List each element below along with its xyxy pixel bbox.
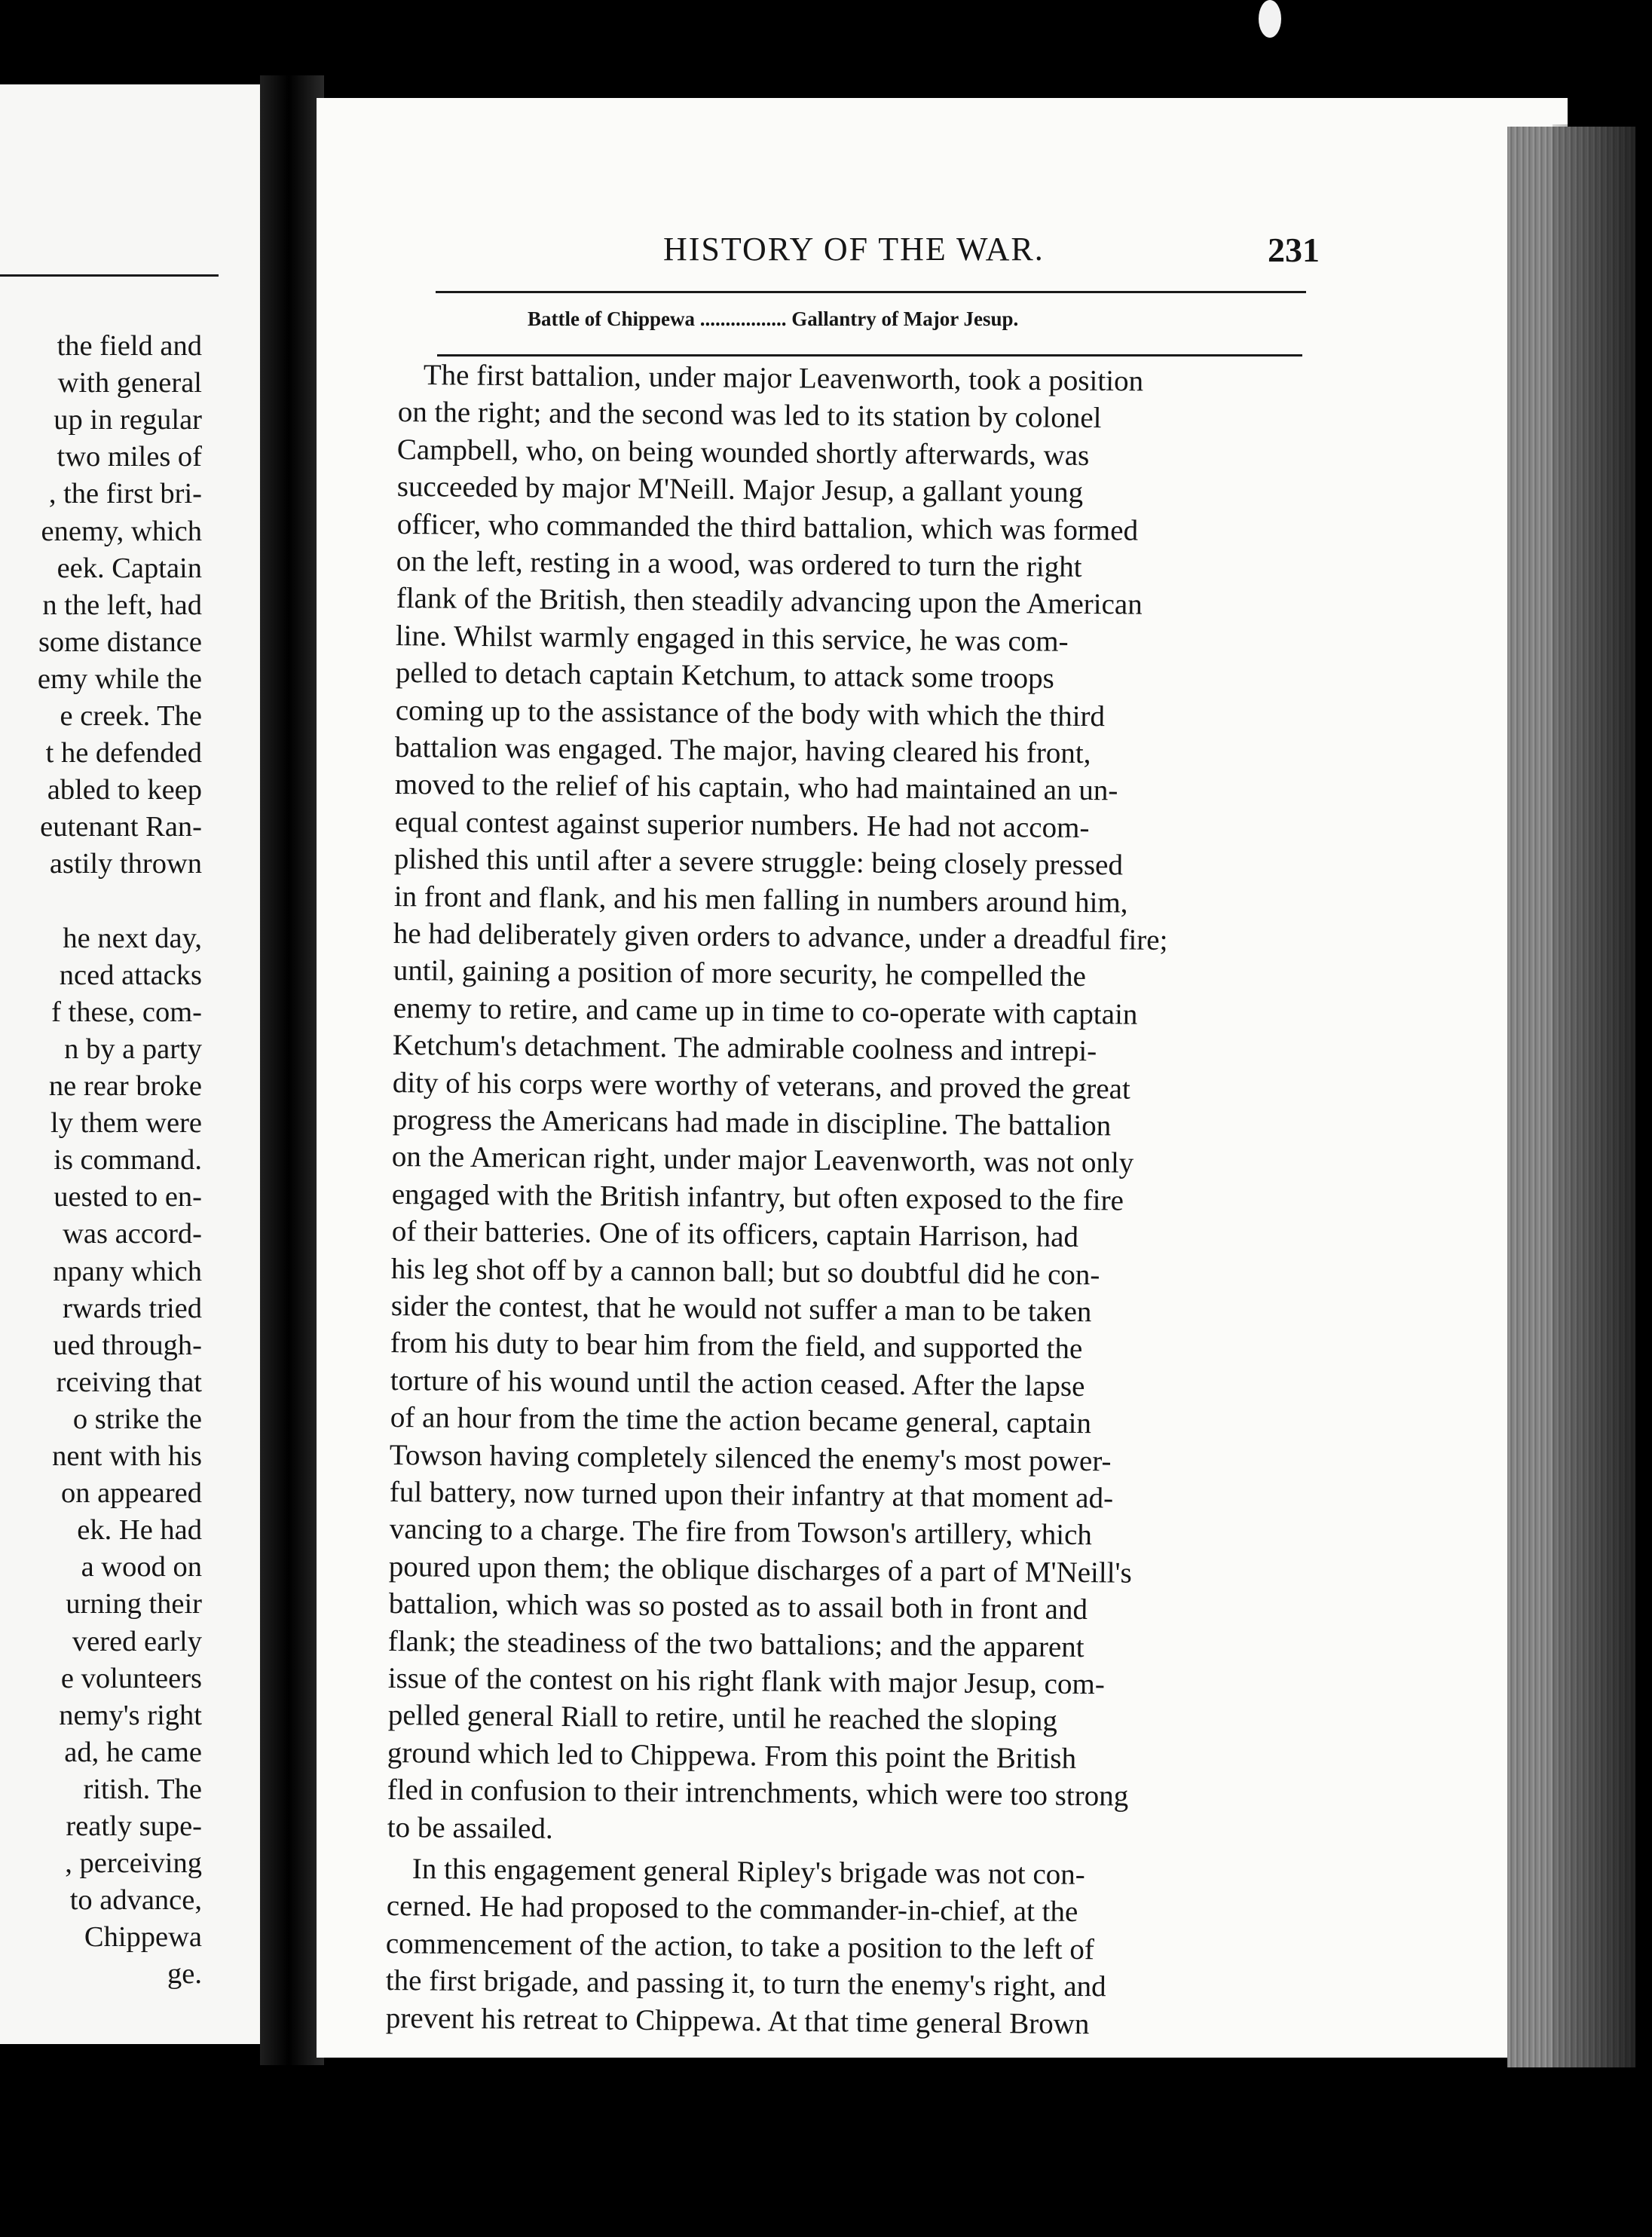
previous-page-line: f these, com- [51, 996, 202, 1028]
body-line: dity of his corps were worthy of veterans, and proved the great [392, 1066, 1130, 1106]
body-line: Ketchum's detachment. The admirable coolness and intrepi- [392, 1029, 1097, 1068]
previous-page-line: n by a party [64, 1033, 202, 1065]
body-line: The first battalion, under major Leavenworth, took a position [423, 359, 1144, 398]
previous-page-line: on appeared [60, 1477, 202, 1509]
previous-page-line: n the left, had [42, 589, 202, 621]
previous-page-line: t he defended [45, 737, 202, 769]
body-line: to be assailed. [387, 1811, 553, 1845]
previous-page-line: nced attacks [59, 959, 202, 991]
body-line: moved to the relief of his captain, who had maintained an un- [394, 768, 1118, 807]
previous-page-line: a wood on [81, 1551, 202, 1583]
body-line: issue of the contest on his right flank with major Jesup, com- [387, 1662, 1106, 1701]
body-line: cerned. He had proposed to the commander-in-chief, at the [386, 1890, 1078, 1929]
body-line: flank of the British, then steadily advancing upon the American [396, 582, 1143, 621]
previous-page-line: astily thrown [49, 848, 202, 880]
body-line: officer, who commanded the third battalion, which was formed [396, 508, 1138, 547]
previous-page-header-rule [0, 274, 219, 277]
page-number: 231 [1268, 231, 1320, 269]
body-line: ground which led to Chippewa. From this point the British [387, 1737, 1077, 1775]
previous-page-line: emy while the [37, 663, 202, 695]
body-line: from his duty to bear him from the field, and supported the [390, 1327, 1083, 1366]
previous-page-line: up in regular [54, 404, 202, 436]
previous-page-line: uested to en- [54, 1181, 202, 1213]
previous-page-line: rwards tried [63, 1293, 202, 1324]
book-page [317, 98, 1568, 2058]
previous-page-line: is command. [54, 1144, 202, 1176]
body-line: sider the contest, that he would not suffer a man to be taken [390, 1290, 1092, 1329]
book-gutter [260, 75, 324, 2065]
body-line: plished this until after a severe struggle: being closely pressed [393, 843, 1124, 882]
previous-page-line: e creek. The [60, 700, 202, 732]
previous-page-line: e volunteers [60, 1663, 202, 1694]
body-line: torture of his wound until the action ceased. After the lapse [390, 1364, 1085, 1403]
previous-page-line: ge. [167, 1958, 202, 1990]
body-line: in front and flank, and his men falling in numbers around him, [393, 880, 1128, 920]
previous-page-line: enemy, which [41, 516, 202, 547]
previous-page-line: he next day, [63, 923, 202, 954]
previous-page-line: o strike the [72, 1403, 202, 1435]
previous-page-line: was accord- [63, 1218, 202, 1250]
previous-page-line: reatly supe- [66, 1810, 202, 1842]
previous-page-line: two miles of [57, 441, 202, 473]
body-line: line. Whilst warmly engaged in this service, he was com- [396, 620, 1069, 658]
body-line: Campbell, who, on being wounded shortly afterwards, was [396, 433, 1090, 473]
body-line: he had deliberately given orders to advance, under a dreadful fire; [393, 917, 1169, 956]
body-line: on the American right, under major Leavenworth, was not only [391, 1140, 1134, 1180]
body-line: on the left, resting in a wood, was ordered to turn the right [396, 545, 1082, 583]
body-line: poured upon them; the oblique discharges of a part of M'Neill's [388, 1550, 1133, 1590]
body-line: of their batteries. One of its officers, captain Harrison, had [391, 1215, 1078, 1253]
running-head [317, 230, 1372, 275]
previous-page-line: ued through- [53, 1330, 202, 1361]
body-line: equal contest against superior numbers. He had not accom- [394, 806, 1090, 845]
scan-light-flare [1259, 0, 1281, 38]
previous-page-line: with general [57, 367, 202, 399]
header-rule-bottom [437, 354, 1302, 357]
previous-page-line: some distance [38, 626, 202, 658]
body-line: pelled to detach captain Ketchum, to attack some troops [395, 656, 1054, 695]
body-line: his leg shot off by a cannon ball; but so doubtful did he con- [390, 1253, 1100, 1292]
previous-page-line: ly them were [50, 1107, 202, 1139]
previous-page-line: npany which [53, 1256, 202, 1287]
previous-page-line: ek. He had [77, 1514, 202, 1546]
previous-page-line: the field and [57, 330, 202, 362]
header-rule-top [436, 291, 1306, 293]
body-line: vancing to a charge. The fire from Towson's artillery, which [389, 1513, 1092, 1552]
body-line: on the right; and the second was led to its station by colonel [397, 396, 1102, 435]
running-title: HISTORY OF THE WAR. [663, 231, 1045, 268]
body-line: Towson having completely silenced the enemy's most power- [389, 1439, 1112, 1478]
previous-page-line: abled to keep [47, 774, 202, 806]
previous-page-line: to advance, [69, 1884, 202, 1916]
previous-page-line: vered early [72, 1626, 202, 1657]
previous-page-line: rceiving that [56, 1366, 202, 1398]
body-line: In this engagement general Ripley's brigade was not con- [411, 1853, 1086, 1891]
body-line: the first brigade, and passing it, to turn the enemy's right, and [385, 1964, 1106, 2003]
previous-page-line: ne rear broke [48, 1070, 202, 1102]
body-line: engaged with the British infantry, but often exposed to the fire [391, 1178, 1124, 1217]
previous-page-line: nemy's right [59, 1700, 202, 1731]
page-edges-shadow [1553, 124, 1652, 2076]
previous-page-line: urning their [66, 1588, 202, 1620]
previous-page-line: Chippewa [84, 1921, 202, 1953]
body-line: battalion was engaged. The major, having cleared his front, [394, 731, 1091, 770]
body-line: commencement of the action, to take a position to the left of [386, 1927, 1095, 1966]
body-line: pelled general Riall to retire, until he reached the sloping [387, 1699, 1057, 1737]
previous-page-line: nent with his [52, 1440, 202, 1472]
previous-page-line: eek. Captain [57, 552, 202, 584]
previous-page-line: eutenant Ran- [40, 811, 202, 843]
body-line: enemy to retire, and came up in time to co-operate with captain [393, 992, 1138, 1031]
body-line: progress the Americans had made in discipline. The battalion [392, 1103, 1112, 1143]
previous-page-line: ad, he came [64, 1737, 202, 1768]
previous-page-fragment [0, 84, 260, 2044]
body-line: succeeded by major M'Neill. Major Jesup, a gallant young [396, 470, 1084, 509]
body-line: of an hour from the time the action became general, captain [390, 1401, 1091, 1440]
body-line: prevent his retreat to Chippewa. At that time general Brown [385, 2002, 1090, 2041]
body-line: coming up to the assistance of the body with which the third [395, 694, 1105, 733]
chapter-subhead: Battle of Chippewa ................. Gallantry of Major Jesup. [528, 308, 1019, 330]
previous-page-line: , the first bri- [48, 478, 202, 510]
body-line: until, gaining a position of more security, he compelled the [393, 954, 1087, 993]
previous-page-line: , perceiving [65, 1847, 202, 1879]
body-line: fled in confusion to their intrenchments, which were too strong [387, 1773, 1129, 1813]
body-line: battalion, which was so posted as to assail both in front and [388, 1587, 1088, 1626]
body-line: ful battery, now turned upon their infantry at that moment ad- [389, 1476, 1114, 1515]
body-line: flank; the steadiness of the two battalions; and the apparent [388, 1625, 1085, 1664]
previous-page-line: ritish. The [83, 1773, 202, 1805]
